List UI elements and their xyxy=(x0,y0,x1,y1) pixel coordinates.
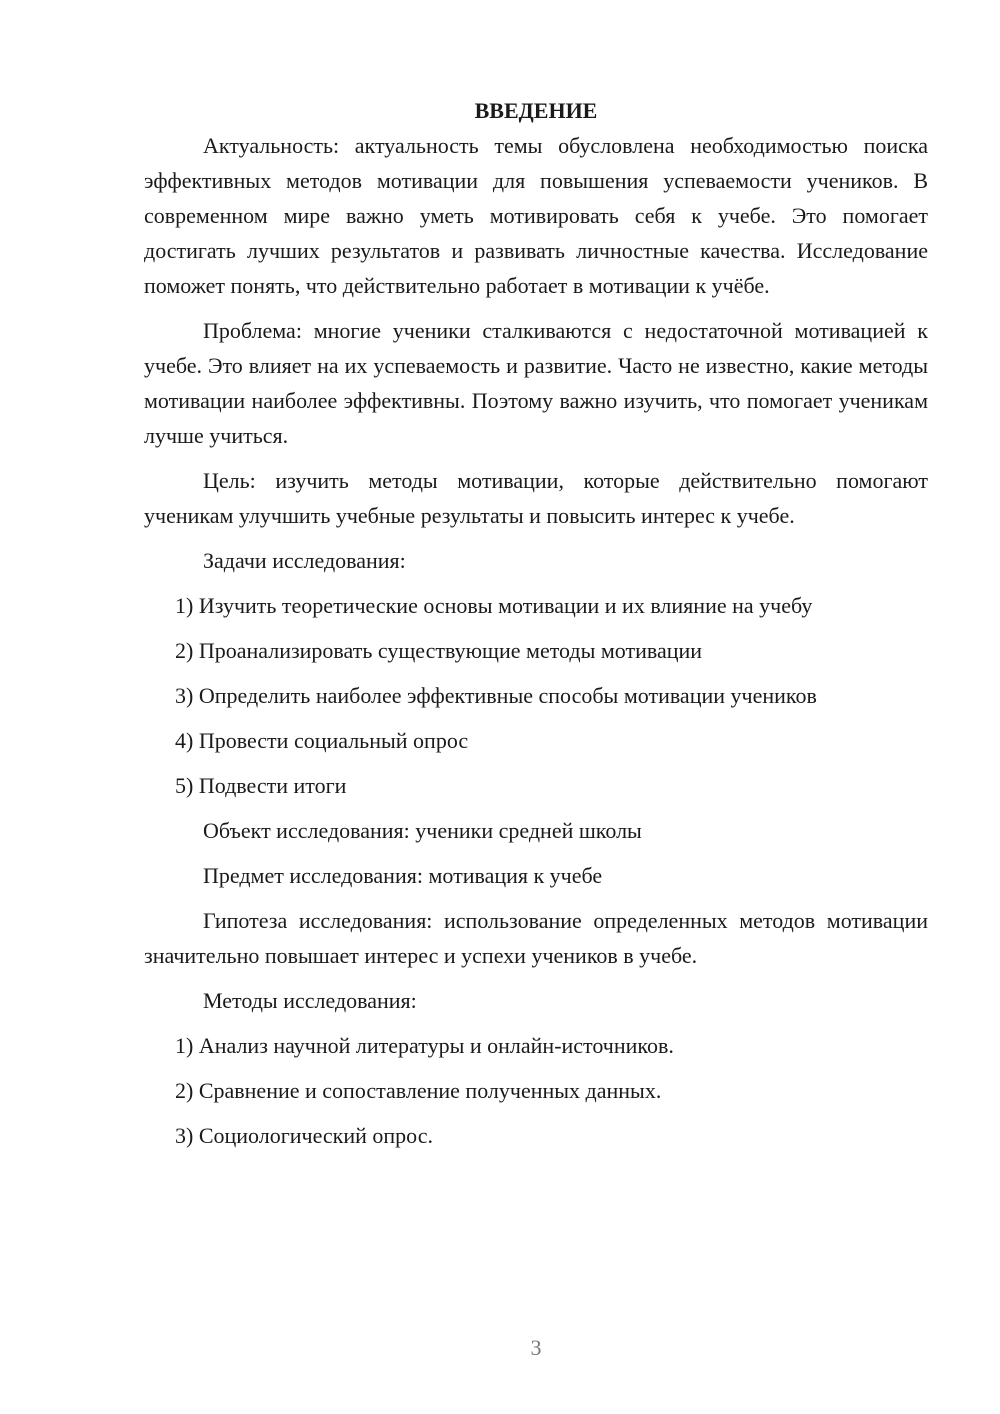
method-item: 1) Анализ научной литературы и онлайн-источников. xyxy=(175,1033,674,1058)
method-item: 3) Социологический опрос. xyxy=(175,1123,433,1148)
relevance-paragraph: Актуальность: актуальность темы обусловлена необходимостью поиска эффективных методов мотивации для повышения успеваемости учеников. В современном мире важно уметь мотивировать себя к учебе. Это помогает достигать лучших результатов и развивать личностные качества. Исследование поможет понять, что действительно работает в мотивации к учёбе. xyxy=(144,133,928,298)
methods-heading: Методы исследования: xyxy=(203,988,417,1013)
method-item: 2) Сравнение и сопоставление полученных данных. xyxy=(175,1078,662,1103)
subject-line: Предмет исследования: мотивация к учебе xyxy=(203,863,603,888)
task-item: 3) Определить наиболее эффективные способы мотивации учеников xyxy=(175,683,817,708)
task-item: 1) Изучить теоретические основы мотивации и их влияние на учебу xyxy=(175,593,813,618)
tasks-heading: Задачи исследования: xyxy=(203,548,406,573)
task-item: 5) Подвести итоги xyxy=(175,773,347,798)
section-title: ВВЕДЕНИЕ xyxy=(474,98,598,123)
goal-paragraph: Цель: изучить методы мотивации, которые действительно помогают ученикам улучшить учебные результаты и повысить интерес к учебе. xyxy=(144,468,928,528)
hypothesis-paragraph: Гипотеза исследования: использование определенных методов мотивации значительно повышает интерес и успехи учеников в учебе. xyxy=(144,908,928,968)
document-body xyxy=(144,93,928,1153)
task-item: 4) Провести социальный опрос xyxy=(175,728,469,753)
task-item: 2) Проанализировать существующие методы мотивации xyxy=(175,638,703,663)
problem-paragraph: Проблема: многие ученики сталкиваются с недостаточной мотивацией к учебе. Это влияет на их успеваемость и развитие. Часто не известно, какие методы мотивации наиболее эффективны. Поэтому важно изучить, что помогает ученикам лучше учиться. xyxy=(144,318,928,448)
object-line: Объект исследования: ученики средней школы xyxy=(203,818,642,843)
page-number: 3 xyxy=(530,1335,542,1360)
